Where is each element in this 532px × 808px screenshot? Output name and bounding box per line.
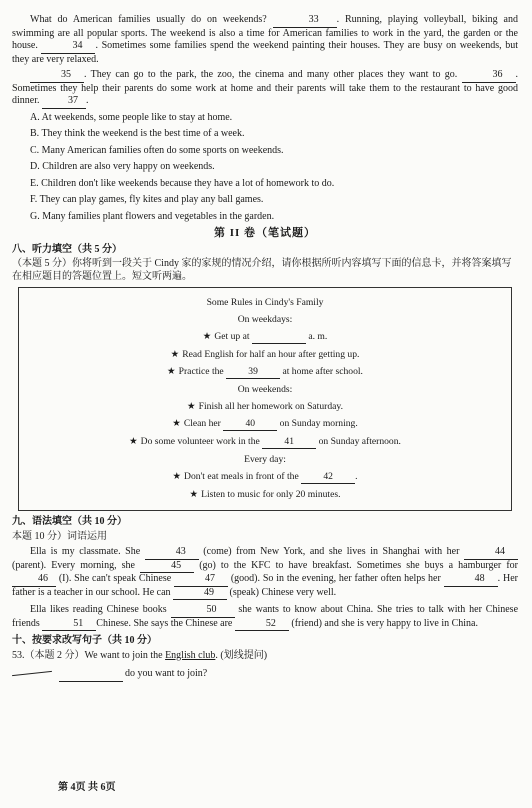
blank-49[interactable]: 49 [173,587,227,601]
card-title: Some Rules in Cindy's Family [206,297,324,309]
option-g: G. Many families plant flowers and vegetables in the garden. [30,210,275,222]
star-icon: ★ [170,349,180,361]
blank-44[interactable]: 44 [464,546,518,560]
option-b: B. They think the weekend is the best time of a week. [30,128,245,139]
blank-46[interactable]: 46 [12,573,56,587]
blank-45[interactable]: 45 [140,560,194,574]
part2-title: 第 II 卷（笔试题） [213,227,317,239]
star-icon: ★ [172,471,182,483]
option-d: D. Children are also very happy on weekends. [30,161,215,172]
page-footer: 第 4页 共 6页 [58,782,116,793]
blank-48[interactable]: 48 [444,573,498,587]
rewrite-heading: 十、按要求改写句子（共 10 分） [12,635,157,647]
star-icon: ★ [172,418,181,430]
blank-51[interactable]: 51 [42,618,96,632]
blank-40[interactable]: 40 [223,418,277,431]
option-e: E. Children don't like weekends because they have a lot of homework to do. [30,177,335,189]
option-a: A. At weekends, some people like to stay at home. [30,111,233,123]
card-weekdays: On weekdays: [237,314,293,326]
option-c: C. Many American families often do some sports on weekends. [30,144,284,156]
listening-heading: 八、听力填空（共 5 分） [12,243,122,255]
blank-36[interactable]: 36 [462,69,516,83]
blank-39[interactable]: 39 [226,366,280,379]
reading-paragraph-2: 35 . They can go to the park, the zoo, the cinema and many other places they want to go. 36 . Sometimes they help their parents do some work at home and their parents will take them to the restaurant to have good dinner. 37 . [12,69,518,109]
star-icon: ★ [167,366,176,378]
card-weekends: On weekends: [237,384,293,396]
blank-38[interactable] [252,331,306,344]
rules-card [18,287,512,511]
star-icon: ★ [129,436,138,448]
star-icon: ★ [189,489,199,501]
blank-41[interactable]: 41 [262,436,316,449]
blank-34[interactable]: 34 [41,40,95,54]
card-everyday: Every day: [244,454,286,466]
question-53: 53.（本题 2 分）We want to join the English club. (划线提问) [12,649,268,661]
answer-line-1[interactable] [12,671,52,676]
blank-42[interactable]: 42 [301,471,355,484]
grammar-paragraph-2: Ella likes reading Chinese books 50 she wants to know about China. She tries to talk with her Chinese friends 51 Chinese. She says the Chinese are 52 (friend) and she is very happy to live in China. [12,604,518,631]
star-icon: ★ [202,331,212,343]
grammar-heading: 九、语法填空（共 10 分） [12,516,127,528]
rule-4: ★ Finish all her homework on Saturday. [187,401,343,413]
blank-33[interactable]: 33 [273,14,337,28]
blank-50[interactable]: 50 [171,604,235,618]
rule-1: ★ Get up at a. m. [202,331,328,343]
blank-37[interactable]: 37 [42,95,86,109]
rule-7: ★ Don't eat meals in front of the 42 . [172,471,358,483]
rule-3: ★ Practice the 39 at home after school. [167,366,363,378]
answer-line-2[interactable] [59,668,123,682]
blank-47[interactable]: 47 [174,573,228,587]
grammar-paragraph-1: Ella is my classmate. She 43 (come) from New York, and she lives in Shanghai with her 44 (parent). Every morning, she 45 (go) to the KFC to have breakfast. Sometimes she buys a hamburger for 46 (I). She can't speak Chinese 47 (good). So in the evening, her father often helps her 48 . Her father is a teacher in our school. He can 49 (speak) Chinese very well. [12,546,518,600]
rule-5: ★ Clean her 40 on Sunday morning. [172,418,358,430]
reading-paragraph-1: What do American families usually do on weekends? 33 . Running, playing volleyball, biking and swimming are all popular sports. The weekend is also a time for American families to work in the yard, the garden or the house. 34 . Sometimes some families spend the weekend painting their houses. They are busy on weekends, but they are very relaxed. [12,14,519,65]
grammar-passage [12,546,518,631]
answer-53: do you want to join? [12,668,518,682]
grammar-subheading: 本题 10 分）词语运用 [12,530,107,542]
blank-43[interactable]: 43 [145,546,199,560]
star-icon: ★ [187,401,196,413]
blank-35[interactable]: 35 [30,69,84,83]
rule-2: ★ Read English for half an hour after getting up. [170,349,360,361]
blank-52[interactable]: 52 [235,618,289,632]
rule-8: ★ Listen to music for only 20 minutes. [189,489,341,501]
option-f: F. They can play games, fly kites and play any ball games. [30,194,264,205]
reading-options [30,112,518,224]
rule-6: ★ Do some volunteer work in the 41 on Sunday afternoon. [129,436,401,448]
listening-instruction: （本题 5 分）你将听到一段关于 Cindy 家的家规的情况介绍，请你根据所听内容填写下面的信息卡，并将答案填写在相应题目的答题位置上。短文听两遍。 [12,258,512,282]
